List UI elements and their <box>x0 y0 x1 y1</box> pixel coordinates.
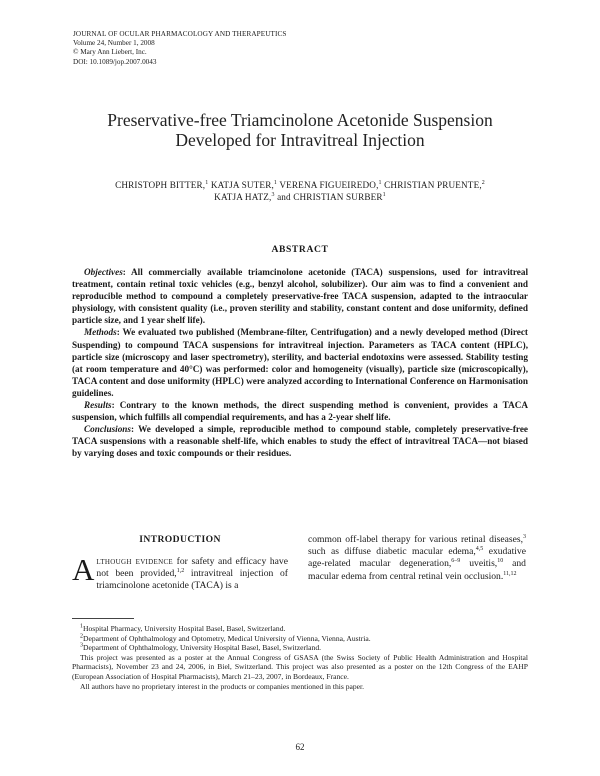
author-affiliation: 1 <box>205 179 209 186</box>
author-name: and CHRISTIAN SURBER <box>277 192 383 202</box>
introduction-heading: INTRODUCTION <box>139 534 221 545</box>
citation: 11,12 <box>503 570 517 577</box>
author-affiliation: 1 <box>382 191 386 198</box>
author-affiliation: 1 <box>378 179 382 186</box>
author-list <box>40 179 560 203</box>
conclusions-label: Conclusions <box>84 424 131 435</box>
abstract-methods <box>72 326 528 399</box>
results-label: Results <box>84 400 112 411</box>
citation: 6–9 <box>451 558 461 565</box>
title-line-2: Developed for Intravitreal Injection <box>175 130 425 150</box>
intro-text-2: intravitreal injection of triamcinolone acetonide (TACA) is a <box>96 568 289 592</box>
author-affiliation: 3 <box>271 191 275 198</box>
author-affiliation: 2 <box>481 179 485 186</box>
footnote-text: Hospital Pharmacy, University Hospital Basel, Basel, Switzerland. <box>83 624 286 633</box>
author-name: KATJA SUTER, <box>210 180 274 190</box>
intro-col2-text: such as diffuse diabetic macular edema, <box>308 546 476 558</box>
intro-col2-text: uveitis, <box>460 558 498 570</box>
footnote-affiliation-1 <box>72 624 528 634</box>
footnote-text: Department of Ophthalmology, University Hospital Basel, Basel, Switzerland. <box>83 643 322 653</box>
footnote-number: 1 <box>80 623 83 630</box>
journal-header <box>73 30 287 67</box>
conclusions-text: : We developed a simple, reproducible method to compound stable, completely preservative-free TACA suspensions with a reasonable shelf-life, which enables to study the effect of intravitreal TACA—not biased by varying doses and toxic compounds or their residues. <box>72 424 528 459</box>
abstract-results <box>72 399 528 423</box>
intro-smallcaps: lthough evidence <box>96 556 174 567</box>
footnote-text: Department of Ophthalmology and Optometry, Medical University of Vienna, Vienna, Austria. <box>83 633 371 643</box>
journal-copyright: © Mary Ann Liebert, Inc. <box>73 48 147 57</box>
author-name: CHRISTOPH BITTER, <box>115 180 206 190</box>
footnote-divider <box>72 618 134 619</box>
citation: 1,2 <box>176 568 185 575</box>
objectives-label: Objectives <box>84 267 123 277</box>
abstract-heading: ABSTRACT <box>271 244 329 255</box>
journal-name: JOURNAL OF OCULAR PHARMACOLOGY AND THERAPEUTICS <box>73 30 287 38</box>
title-line-1: Preservative-free Triamcinolone Acetonide Suspension <box>107 110 493 130</box>
footnote-number: 3 <box>80 642 83 649</box>
journal-doi: DOI: 10.1089/jop.2007.0043 <box>73 57 157 66</box>
abstract-body <box>72 266 528 460</box>
results-text: : Contrary to the known methods, the direct suspending method is convenient, provides a TACA suspension, which fulfills all compendial requirements, and has a 2-year shelf life. <box>72 400 528 423</box>
intro-col2-text: common off-label therapy for various retinal diseases, <box>308 534 523 545</box>
methods-text: : We evaluated two published (Membrane-filter, Centrifugation) and a newly developed method (Direct Suspending) to compound TACA suspensions for intravitreal injection. Parameters as TACA content (HPLC), particle size (microscopy and laser spectrometry), sterility, and bacterial endotoxins were assessed. Stability testing (at room temperature and 40°C) was performed: color and homogeneity (visually), particle size (microscopically), TACA content and dose uniformity (HPLC) were analyzed according to International Conference on Harmonisation guidelines. <box>72 327 528 398</box>
citation: 3 <box>523 533 526 540</box>
author-affiliation: 1 <box>273 179 278 186</box>
footnote-presentation: This project was presented as a poster at the Annual Congress of GSASA (the Swiss Society of Public Health Administration and Hospital Pharmacists), November 23 and 24, 2006, in Biel, Switzerland. This project was also presented as a poster on the 12th Congress of the EAHP (European Association of Hospital Pharmacists), March 21–23, 2007, in Bordeaux, France. <box>72 652 528 681</box>
page-number: 62 <box>295 742 305 752</box>
intro-col2-text: and macular edema from central retinal vein occlusion. <box>308 558 526 582</box>
footnotes <box>72 624 528 691</box>
citation: 4,5 <box>475 546 484 553</box>
authors-line-2 <box>40 191 560 203</box>
methods-label: Methods <box>84 327 117 338</box>
abstract-conclusions <box>72 423 528 459</box>
drop-cap: A <box>72 552 95 587</box>
introduction-column-1 <box>72 552 289 593</box>
footnote-affiliation-3 <box>72 643 528 653</box>
authors-line-1 <box>40 179 560 191</box>
intro-col2-text: exudative age-related macular degeneration, <box>308 546 526 570</box>
author-name: KATJA HATZ, <box>214 192 272 202</box>
footnote-number: 2 <box>80 633 83 640</box>
intro-text-1: for safety and efficacy have not been provided, <box>96 556 288 580</box>
footnote-affiliation-2 <box>72 634 528 644</box>
author-name: VERENA FIGUEIREDO, <box>279 180 379 190</box>
abstract-objectives <box>72 266 528 326</box>
article-title <box>40 110 560 150</box>
author-name: CHRISTIAN PRUENTE, <box>384 180 482 190</box>
citation: 10 <box>497 558 504 565</box>
objectives-text: : All commercially available triamcinolone acetonide (TACA) suspensions, used for intravitreal treatment, contain retinal toxic vehicles (e.g., benzyl alcohol, solubilizer). Our aim was to find a convenient and reproducible method to compound a completely preservative-free TACA suspension, adapted to the intraocular physiology, with consistent quality (i.e., proven sterility and stability, constant content and dose uniformity, defined particle size, and 1 year shelf life). <box>72 267 528 326</box>
journal-volume: Volume 24, Number 1, 2008 <box>73 39 155 48</box>
introduction-column-2 <box>308 534 526 583</box>
footnote-conflict-of-interest: All authors have no proprietary interest in the products or companies mentioned in this paper. <box>80 681 365 691</box>
